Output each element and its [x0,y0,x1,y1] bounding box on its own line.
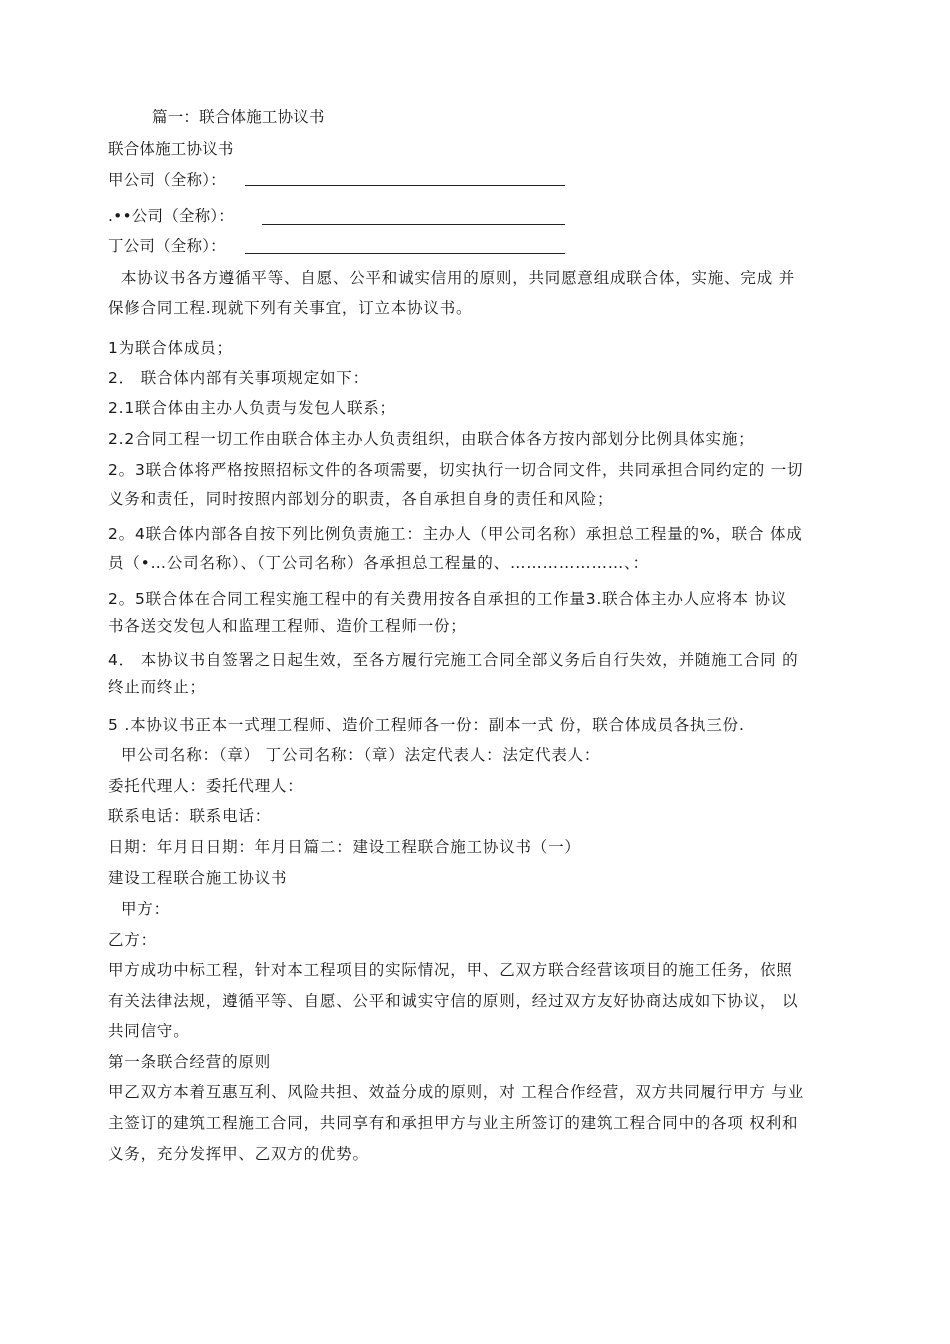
doc-title: 联合体施工协议书 [108,140,234,158]
paragraph-line: 甲乙双方本着互惠互利、风险共担、效益分成的原则，对 工程合作经营，双方共同履行甲方 与业 [108,1083,805,1101]
paragraph-line: 有关法律法规，遵循平等、自愿、公平和诚实守信的原则，经过双方友好协商达成如下协议， 以 [108,992,799,1010]
party-b-blank [262,224,565,225]
date-line: 日期：年月日日期：年月日篇二：建设工程联合施工协议书（一） [108,838,581,856]
paragraph-line: 本协议书各方遵循平等、自愿、公平和诚实信用的原则，共同愿意组成联合体，实施、完成 并 [121,269,796,287]
party-d-label: 丁公司（全称）： [108,237,226,255]
party-a-label: 甲公司（全称）： [108,171,226,189]
clause-2-3-cont: 义务和责任，同时按照内部划分的职责，各自承担自身的责任和风险； [108,490,614,508]
clause-2-5-cont: 书各送交发包人和监理工程师、造价工程师一份； [108,617,467,635]
agent-line: 委托代理人：委托代理人： [108,777,304,795]
party-jia-line: 甲方： [121,900,170,918]
clause-1: 1为联合体成员； [108,339,233,357]
signature-line: 甲公司名称：（章） 丁公司名称：（章）法定代表人：法定代表人： [121,746,601,764]
paragraph-line: 保修合同工程.现就下列有关事宜，订立本协议书。 [108,299,473,317]
doc-heading-part-one: 篇一：联合体施工协议书 [152,108,325,126]
clause-2-3: 2。3联合体将严格按照招标文件的各项需要，切实执行一切合同文件，共同承担合同约定的 一切 [108,461,804,479]
paragraph-line: 共同信守。 [108,1022,190,1040]
paragraph-line: 主签订的建筑工程施工合同，共同享有和承担甲方与业主所签订的建筑工程合同中的各项 权利和 [108,1114,799,1132]
party-b-label: .••公司（全称）： [108,207,234,225]
clause-5: 5 .本协议书正本一式理工程师、造价工程师各一份：副本一式 份，联合体成员各执三份. [108,716,745,734]
party-d-blank [245,253,565,254]
party-a-blank [245,185,565,186]
article-1-heading: 第一条联合经营的原则 [108,1053,272,1071]
party-yi-line: 乙方： [108,931,157,949]
paragraph-line: 义务，充分发挥甲、乙双方的优势。 [108,1145,369,1163]
clause-4-cont: 终止而终止； [108,678,206,696]
phone-line: 联系电话：联系电话： [108,807,272,825]
clause-4: 4． 本协议书自签署之日起生效，至各方履行完施工合同全部义务后自行失效，并随施工合同 的 [108,651,799,669]
clause-2-2: 2.2合同工程一切工作由联合体主办人负责组织，由联合体各方按内部划分比例具体实施； [108,430,755,448]
part-two-title: 建设工程联合施工协议书 [108,869,288,887]
clause-2-1: 2.1联合体由主办人负责与发包人联系； [108,399,396,417]
clause-2: 2． 联合体内部有关事项规定如下： [108,369,369,387]
paragraph-line: 甲方成功中标工程，针对本工程项目的实际情况，甲、乙双方联合经营该项目的施工任务，依照 [108,961,793,979]
clause-2-5: 2。5联合体在合同工程实施工程中的有关费用按各自承担的工作量3.联合体主办人应将本 协议 [108,590,788,608]
clause-2-4: 2。4联合体内部各自按下列比例负责施工：主办人（甲公司名称）承担总工程量的%，联合 体成 [108,525,803,543]
clause-2-4-cont: 员（•…公司名称）、（丁公司名称）各承担总工程量的、…………………、： [108,554,649,572]
